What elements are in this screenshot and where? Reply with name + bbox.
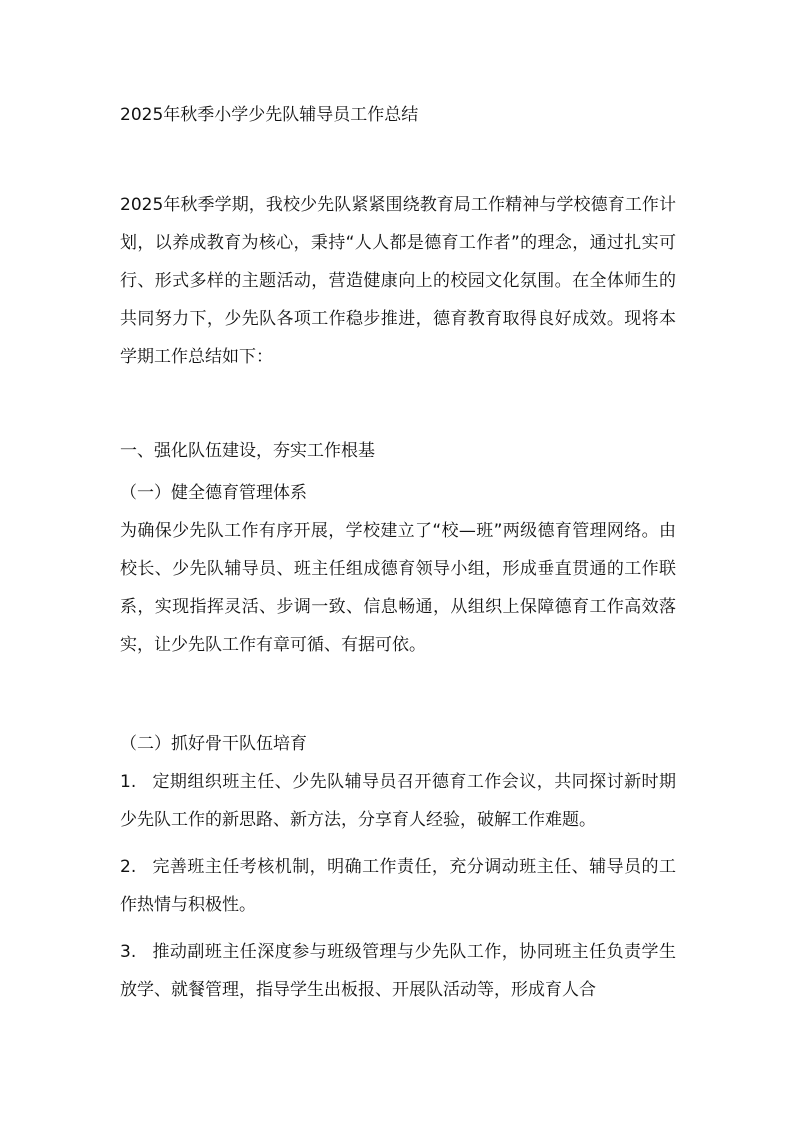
list-item-text: 完善班主任考核机制，明确工作责任，充分调动班主任、辅导员的工作热情与积极性。 [120, 857, 676, 915]
list-item [120, 763, 676, 839]
list-item-number: 2. [120, 857, 137, 877]
list-item-number: 3. [120, 942, 137, 962]
list-item [120, 848, 676, 924]
list-item-text: 定期组织班主任、少先队辅导员召开德育工作会议，共同探讨新时期少先队工作的新思路、新方法，分享育人经验，破解工作难题。 [120, 772, 676, 830]
document-title: 2025年秋季小学少先队辅导员工作总结 [120, 105, 419, 125]
subsection-heading-1: （一）健全德育管理体系 [120, 483, 307, 503]
subsection-heading-2: （二）抓好骨干队伍培育 [120, 734, 307, 754]
subsection-1-paragraph: 为确保少先队工作有序开展，学校建立了“校—班”两级德育管理网络。由校长、少先队辅导员、班主任组成德育领导小组，形成垂直贯通的工作联系，实现指挥灵活、步调一致、信息畅通，从组织上保障德育工作高效落实，让少先队工作有章可循、有据可依。 [120, 521, 676, 655]
list-item-text: 推动副班主任深度参与班级管理与少先队工作，协同班主任负责学生放学、就餐管理，指导学生出板报、开展队活动等，形成育人合 [120, 942, 676, 1000]
numbered-list [120, 763, 676, 1018]
list-item-number: 1. [120, 772, 137, 792]
list-item [120, 933, 676, 1009]
section-heading-1: 一、强化队伍建设，夯实工作根基 [120, 441, 375, 461]
intro-paragraph: 2025年秋季学期，我校少先队紧紧围绕教育局工作精神与学校德育工作计划，以养成教育为核心，秉持“人人都是德育工作者”的理念，通过扎实可行、形式多样的主题活动，营造健康向上的校园文化氛围。在全体师生的共同努力下，少先队各项工作稳步推进，德育教育取得良好成效。现将本学期工作总结如下： [120, 195, 676, 367]
